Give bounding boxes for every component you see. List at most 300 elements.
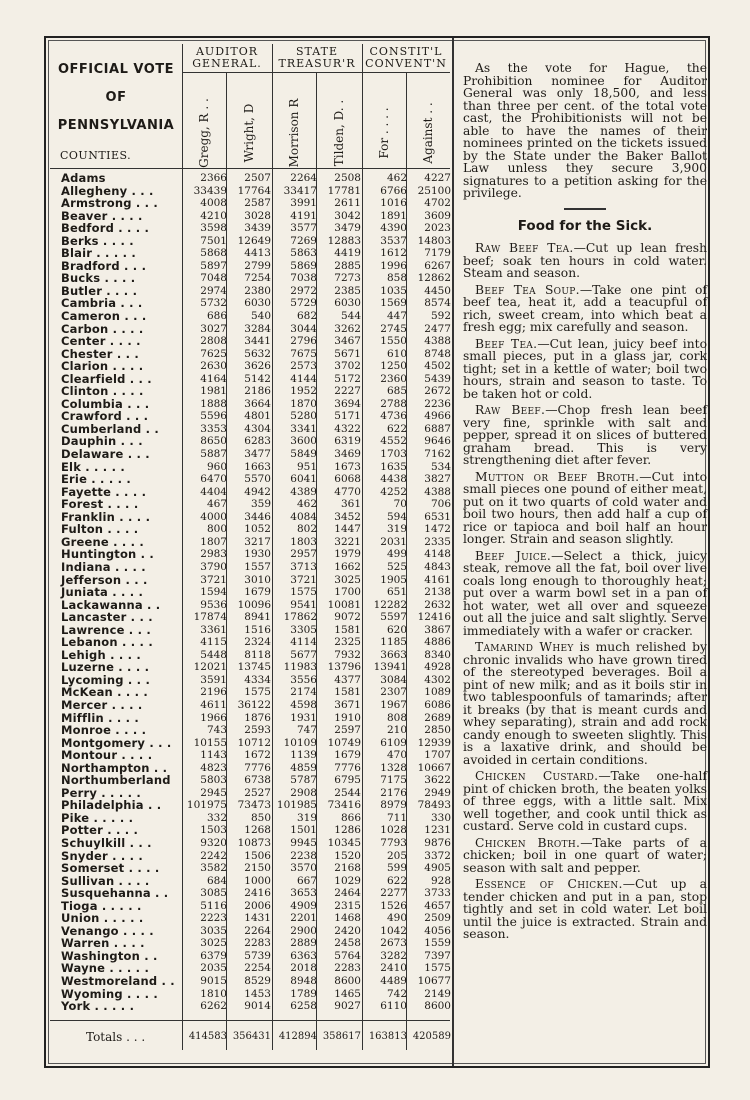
vote-cell: 1870	[290, 397, 317, 410]
vote-cell: 6110	[380, 1000, 407, 1013]
vote-cell: 1468	[334, 912, 361, 925]
group-auditor-general	[182, 46, 272, 70]
vote-cell: 3577	[290, 222, 317, 235]
vote-cell: 2974	[200, 284, 227, 297]
group-constitutional-convention	[362, 46, 450, 70]
county-name: Northumberland	[61, 773, 171, 788]
vote-cell: 12021	[193, 661, 227, 674]
vote-cell: 2945	[200, 786, 227, 799]
vote-cell: 4611	[200, 698, 227, 711]
vote-cell: 2850	[424, 724, 451, 737]
vote-cell: 1143	[200, 749, 227, 762]
vote-cell: 1952	[290, 385, 317, 398]
vote-cell: 10749	[327, 736, 361, 749]
title-line: OF	[105, 90, 127, 105]
table-row	[50, 749, 450, 762]
vote-cell: 5732	[200, 297, 227, 310]
vote-cell: 9536	[200, 598, 227, 611]
column-header-wright	[239, 102, 259, 164]
vote-cell: 4390	[380, 222, 407, 235]
vote-cell: 3721	[200, 573, 227, 586]
table-row	[50, 523, 450, 536]
vote-cell: 4388	[424, 335, 451, 348]
recipe-text: —Cut lean, juicy beef into small pieces, put in a glass jar, cork tight; set in a kettle of water; boil two hours, strain and season to taste. To be taken hot or cold.	[463, 336, 707, 401]
vote-cell: 3477	[244, 448, 271, 461]
vote-cell: 2573	[290, 360, 317, 373]
recipe-text: —Select a thick, juicy steak, remove all the fat, boil over live coals long enough to thoroughly heat; put over a warm bowl set in a pan of hot water, wet all over and squeeze out all the juice and salt slightly. Serve immediately with a wafer or cracker.	[463, 548, 707, 638]
vote-cell: 6795	[334, 774, 361, 787]
vote-cell: 4413	[244, 247, 271, 260]
vote-cell: 3035	[200, 924, 227, 937]
vote-cell: 858	[386, 272, 407, 285]
vote-cell: 1679	[334, 749, 361, 762]
vote-cell: 2983	[200, 548, 227, 561]
vote-cell: 4502	[424, 360, 451, 373]
county-name: Allegheny . . .	[61, 183, 154, 198]
vote-cell: 7776	[334, 761, 361, 774]
vote-cell: 711	[386, 811, 407, 824]
vote-cell: 3653	[290, 887, 317, 900]
vote-cell: 101975	[186, 799, 227, 812]
vote-cell: 3591	[200, 673, 227, 686]
vote-cell: 3600	[290, 435, 317, 448]
vote-cell: 3622	[424, 774, 451, 787]
vote-cell: 10096	[237, 598, 271, 611]
county-rows	[50, 172, 450, 1013]
vote-cell: 866	[340, 811, 361, 824]
column-header-text: Tilden, D. .	[332, 99, 346, 167]
vote-cell: 5849	[290, 448, 317, 461]
vote-cell: 3446	[244, 510, 271, 523]
vote-cell: 1185	[380, 636, 407, 649]
vote-cell: 2796	[290, 335, 317, 348]
table-row	[50, 385, 450, 398]
county-name: Franklin . . . .	[61, 509, 151, 524]
vote-cell: 3671	[334, 698, 361, 711]
table-row	[50, 586, 450, 599]
vote-cell: 1506	[244, 849, 271, 862]
county-name: Northampton . .	[61, 760, 168, 775]
page-frame	[44, 36, 710, 1068]
vote-cell: 4909	[290, 899, 317, 912]
vote-cell: 706	[430, 498, 451, 511]
county-name: Susquehanna . .	[61, 886, 169, 901]
vote-cell: 2006	[244, 899, 271, 912]
vote-cell: 2745	[380, 322, 407, 335]
vote-cell: 2254	[244, 962, 271, 975]
vote-cell: 462	[386, 172, 407, 184]
table-row	[50, 247, 450, 260]
vote-cell: 592	[430, 310, 451, 323]
column-header-text: Against . .	[421, 102, 435, 164]
vote-cell: 6531	[424, 510, 451, 523]
vote-cell: 2307	[380, 686, 407, 699]
county-name: Lycoming . . .	[61, 672, 151, 687]
county-name: Chester . . .	[61, 346, 139, 361]
vote-cell: 2508	[334, 172, 361, 184]
vote-cell: 7175	[380, 774, 407, 787]
title-line: OFFICIAL VOTE	[57, 62, 175, 77]
vote-cell: 1035	[380, 284, 407, 297]
vote-cell: 4823	[200, 761, 227, 774]
vote-cell: 4252	[380, 485, 407, 498]
vote-cell: 1016	[380, 197, 407, 210]
vote-cell: 7038	[290, 272, 317, 285]
vote-cell: 6267	[424, 259, 451, 272]
vote-cell: 33417	[283, 184, 317, 197]
county-name: Luzerne . . . .	[61, 660, 150, 675]
vote-cell: 2360	[380, 372, 407, 385]
vote-cell: 4886	[424, 636, 451, 649]
vote-cell: 1905	[380, 573, 407, 586]
county-name: Cameron . . .	[61, 309, 147, 324]
counties-label: COUNTIES.	[60, 149, 132, 162]
vote-cell: 3556	[290, 673, 317, 686]
recipe-name: Raw Beef Tea.	[475, 241, 574, 255]
vote-cell: 2035	[200, 962, 227, 975]
vote-cell: 3042	[334, 209, 361, 222]
vote-cell: 10677	[417, 975, 451, 987]
vote-cell: 7793	[380, 836, 407, 849]
vote-cell: 3221	[334, 535, 361, 548]
vote-cell: 1569	[380, 297, 407, 310]
vote-cell: 5439	[424, 372, 451, 385]
table-row	[50, 611, 450, 624]
vote-cell: 4008	[200, 197, 227, 210]
vote-cell: 2385	[334, 284, 361, 297]
vote-cell: 25100	[417, 184, 451, 197]
vote-cell: 1635	[380, 460, 407, 473]
table-row	[50, 636, 450, 649]
vote-cell: 1516	[244, 623, 271, 636]
vote-cell: 2186	[244, 385, 271, 398]
county-name: Beaver . . . .	[61, 208, 143, 223]
vote-cell: 4161	[424, 573, 451, 586]
county-name: Indiana . . . .	[61, 559, 146, 574]
vote-cell: 2324	[244, 636, 271, 649]
vote-cell: 6030	[334, 297, 361, 310]
vote-cell: 10712	[237, 736, 271, 749]
panel-divider	[452, 38, 454, 1066]
county-name: Washington . .	[61, 948, 158, 963]
vote-cell: 10109	[283, 736, 317, 749]
vote-cell: 210	[386, 724, 407, 737]
county-name: Somerset . . . .	[61, 861, 160, 876]
vote-cell: 928	[430, 874, 451, 887]
recipe-name: Chicken Broth.	[475, 835, 581, 850]
total-value: 163813	[368, 1031, 407, 1042]
vote-cell: 1700	[334, 586, 361, 599]
recipe-paragraph	[463, 338, 707, 401]
vote-cell: 622	[386, 422, 407, 435]
county-name: Center . . . .	[61, 334, 141, 349]
vote-cell: 4000	[200, 510, 227, 523]
vote-cell: 4801	[244, 410, 271, 423]
table-row	[50, 197, 450, 210]
vote-cell: 101985	[276, 799, 317, 812]
vote-cell: 2380	[244, 284, 271, 297]
vote-cell: 544	[340, 310, 361, 323]
vote-cell: 1328	[380, 761, 407, 774]
vote-cell: 2799	[244, 259, 271, 272]
vote-cell: 594	[386, 510, 407, 523]
vote-cell: 9072	[334, 611, 361, 624]
table-row	[50, 172, 450, 185]
vote-cell: 8600	[334, 975, 361, 987]
vote-cell: 6068	[334, 473, 361, 486]
county-name: Schuylkill . . .	[61, 835, 152, 850]
table-row	[50, 661, 450, 674]
county-name: Greene . . . .	[61, 534, 144, 549]
vote-cell: 540	[250, 310, 271, 323]
vote-cell: 4304	[244, 422, 271, 435]
vote-cell: 3663	[380, 648, 407, 661]
vote-cell: 4191	[290, 209, 317, 222]
vote-cell: 17781	[327, 184, 361, 197]
vote-cell: 78493	[417, 799, 451, 812]
vote-cell: 2632	[424, 598, 451, 611]
vote-cell: 1465	[334, 987, 361, 1000]
recipe-paragraph	[463, 242, 707, 280]
vote-cell: 2227	[334, 385, 361, 398]
vote-cell: 651	[386, 586, 407, 599]
vote-cell: 7397	[424, 949, 451, 962]
recipe-name: Raw Beef.	[475, 403, 546, 417]
vote-cell: 5803	[200, 774, 227, 787]
vote-cell: 6258	[290, 1000, 317, 1013]
vote-cell: 8748	[424, 347, 451, 360]
vote-cell: 2889	[290, 937, 317, 950]
county-name: Montgomery . . .	[61, 735, 172, 750]
vote-cell: 11983	[283, 661, 317, 674]
vote-cell: 2238	[290, 849, 317, 862]
column-header-gregg	[194, 98, 214, 168]
vote-cell: 10081	[327, 598, 361, 611]
vote-cell: 4377	[334, 673, 361, 686]
vote-cell: 2416	[244, 887, 271, 900]
column-header-morrison	[284, 98, 304, 168]
vote-cell: 4859	[290, 761, 317, 774]
recipe-text: —Cut up a tender chicken and put in a pan, stop tightly and set in cold water. Let boil until the juice is extracted. Strain and season.	[463, 877, 707, 941]
header-rule	[50, 168, 450, 169]
vote-cell: 1662	[334, 560, 361, 573]
vote-cell: 5887	[200, 448, 227, 461]
vote-cell: 2223	[200, 912, 227, 925]
county-name: Snyder . . . .	[61, 848, 143, 863]
table-row	[50, 912, 450, 925]
vote-cell: 7776	[244, 761, 271, 774]
vote-cell: 8948	[290, 975, 317, 987]
table-row	[50, 799, 450, 812]
section-rule	[564, 208, 606, 210]
vote-cell: 205	[386, 849, 407, 862]
county-name: Warren . . . .	[61, 936, 145, 951]
county-name: Potter . . . .	[61, 823, 139, 838]
column-header-against	[418, 102, 438, 164]
vote-cell: 5863	[290, 247, 317, 260]
recipe-text: —Take parts of a chicken; boil in one quart of water; season with salt and pepper.	[463, 835, 708, 875]
vote-cell: 1966	[200, 711, 227, 724]
vote-cell: 743	[206, 724, 227, 737]
vote-cell: 4928	[424, 661, 451, 674]
vote-cell: 2325	[334, 636, 361, 649]
group-line: GENERAL.	[192, 57, 262, 70]
vote-cell: 2597	[334, 724, 361, 737]
vote-cell: 9876	[424, 836, 451, 849]
county-name: Sullivan . . . .	[61, 873, 150, 888]
table-row	[50, 887, 450, 900]
vote-cell: 525	[386, 560, 407, 573]
table-row	[50, 724, 450, 737]
vote-cell: 684	[206, 874, 227, 887]
recipe-name: Beef Tea.	[475, 336, 538, 351]
vote-cell: 682	[296, 310, 317, 323]
vote-cell: 1981	[200, 385, 227, 398]
vote-cell: 9945	[290, 836, 317, 849]
vote-cell: 3341	[290, 422, 317, 435]
vote-cell: 5729	[290, 297, 317, 310]
vote-cell: 2196	[200, 686, 227, 699]
vote-cell: 9027	[334, 1000, 361, 1013]
total-value: 420589	[412, 1031, 451, 1042]
county-name: Lebanon . . . .	[61, 635, 153, 650]
column-header-for	[374, 102, 394, 164]
vote-cell: 7048	[200, 272, 227, 285]
group-line: STATE	[296, 45, 338, 58]
vote-cell: 4114	[290, 636, 317, 649]
group-line: CONSTIT'L	[369, 45, 443, 58]
county-name: Berks . . . .	[61, 233, 134, 248]
table-row	[50, 335, 450, 348]
vote-cell: 13941	[373, 661, 407, 674]
recipe-text: —Cut up lean fresh beef; soak ten hours in cold water. Steam and season.	[463, 241, 708, 280]
vote-cell: 2283	[244, 937, 271, 950]
vote-cell: 2201	[290, 912, 317, 925]
county-name: Juniata . . . .	[61, 585, 144, 600]
vote-cell: 2464	[334, 887, 361, 900]
vote-cell: 3361	[200, 623, 227, 636]
county-name: Blair . . . . .	[61, 246, 136, 261]
total-value: 412894	[278, 1031, 317, 1042]
county-name: Tioga . . . . .	[61, 898, 142, 913]
vote-cell: 6363	[290, 949, 317, 962]
county-name: Mercer . . . .	[61, 697, 143, 712]
vote-cell: 1028	[380, 824, 407, 837]
vote-cell: 2593	[244, 724, 271, 737]
vote-cell: 4419	[334, 247, 361, 260]
table-row	[50, 862, 450, 875]
vote-cell: 599	[386, 862, 407, 875]
vote-cell: 3217	[244, 535, 271, 548]
county-name: Forest . . . .	[61, 497, 139, 512]
county-name: Fulton . . . .	[61, 522, 139, 537]
county-name: Huntington . .	[61, 547, 154, 562]
vote-cell: 2410	[380, 962, 407, 975]
vote-cell: 462	[296, 498, 317, 511]
vote-cell: 7273	[334, 272, 361, 285]
vote-cell: 490	[386, 912, 407, 925]
totals-label: Totals . . .	[86, 1030, 146, 1044]
vote-cell: 4115	[200, 636, 227, 649]
county-name: Bedford . . . .	[61, 221, 150, 236]
vote-cell: 332	[206, 811, 227, 824]
vote-cell: 73416	[327, 799, 361, 812]
vote-cell: 1673	[334, 460, 361, 473]
vote-cell: 3262	[334, 322, 361, 335]
vote-cell: 4657	[424, 899, 451, 912]
recipe-name: Essence of Chicken.	[475, 877, 623, 891]
county-name: Venango . . . .	[61, 923, 154, 938]
section-title: Food for the Sick.	[517, 217, 653, 234]
vote-cell: 3991	[290, 197, 317, 210]
vote-cell: 685	[386, 385, 407, 398]
table-row	[50, 1000, 450, 1013]
vote-cell: 5787	[290, 774, 317, 787]
vote-cell: 17764	[237, 184, 271, 197]
vote-cell: 6262	[200, 1000, 227, 1013]
table-row	[50, 699, 450, 712]
vote-cell: 1472	[424, 523, 451, 536]
vote-cell: 2689	[424, 711, 451, 724]
total-value: 356431	[232, 1031, 271, 1042]
vote-cell: 8118	[244, 648, 271, 661]
vote-cell: 1967	[380, 698, 407, 711]
vote-cell: 5632	[244, 347, 271, 360]
county-name: Pike . . . . .	[61, 810, 134, 825]
vote-cell: 6887	[424, 422, 451, 435]
vote-cell: 1052	[244, 523, 271, 536]
group-state-treasurer	[272, 46, 362, 70]
vote-cell: 12883	[327, 234, 361, 247]
county-name: Delaware . . .	[61, 447, 150, 462]
vote-cell: 4227	[424, 172, 451, 184]
vote-cell: 3372	[424, 849, 451, 862]
vote-cell: 5868	[200, 247, 227, 260]
county-name: Clinton . . . .	[61, 384, 144, 399]
vote-cell: 17862	[283, 611, 317, 624]
vote-cell: 3790	[200, 560, 227, 573]
table-row	[50, 473, 450, 486]
vote-cell: 6738	[244, 774, 271, 787]
group-line: AUDITOR	[195, 45, 259, 58]
vote-cell: 1931	[290, 711, 317, 724]
vote-cell: 747	[296, 724, 317, 737]
vote-cell: 4388	[424, 485, 451, 498]
vote-cell: 1550	[380, 335, 407, 348]
vote-cell: 3305	[290, 623, 317, 636]
county-name: Erie . . . . .	[61, 472, 131, 487]
vote-cell: 8529	[244, 975, 271, 987]
vote-cell: 1575	[290, 586, 317, 599]
column-header-tilden	[329, 99, 349, 167]
vote-cell: 17874	[193, 611, 227, 624]
vote-cell: 1501	[290, 824, 317, 837]
vote-cell: 6319	[334, 435, 361, 448]
vote-cell: 1268	[244, 824, 271, 837]
county-name: Clarion . . . .	[61, 359, 144, 374]
county-name: Mifflin . . . .	[61, 710, 139, 725]
vote-cell: 2174	[290, 686, 317, 699]
vote-cell: 5739	[244, 949, 271, 962]
vote-cell: 1891	[380, 209, 407, 222]
recipe-paragraph	[463, 404, 707, 467]
vote-cell: 3467	[334, 335, 361, 348]
vote-cell: 1286	[334, 824, 361, 837]
vote-cell: 1594	[200, 586, 227, 599]
recipe-paragraph	[463, 770, 707, 833]
vote-cell: 1575	[424, 962, 451, 975]
county-name: Butler . . . .	[61, 283, 138, 298]
